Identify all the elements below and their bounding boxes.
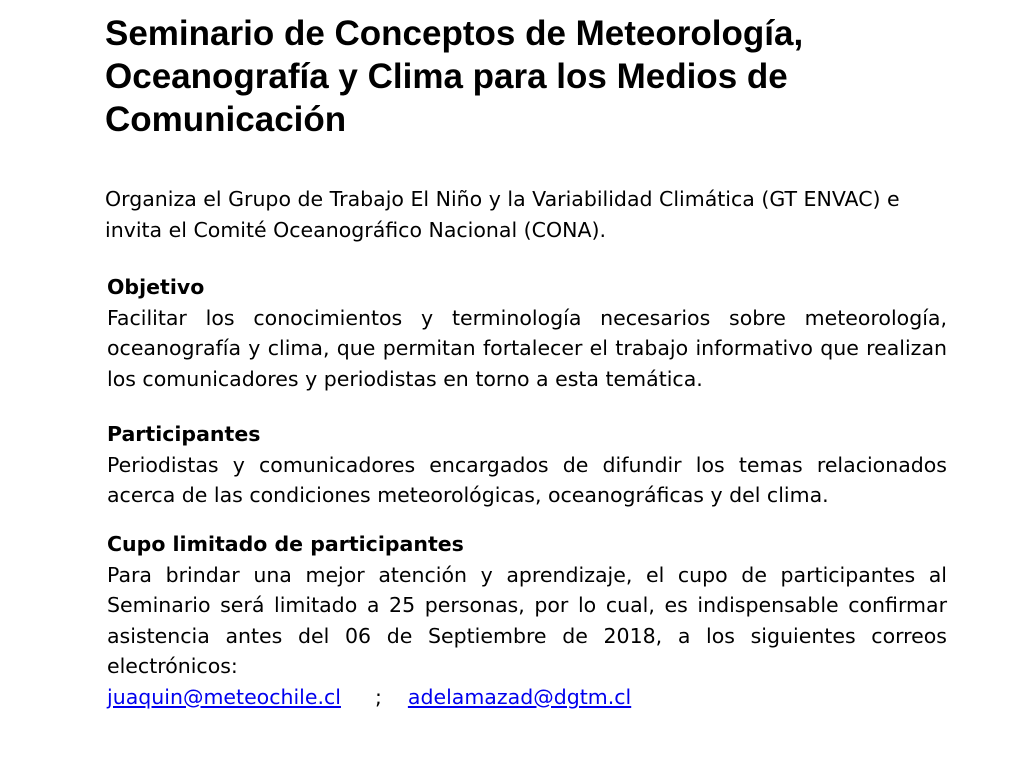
participantes-section xyxy=(107,419,947,511)
objetivo-body: Facilitar los conocimientos y terminología necesarios sobre meteorología, oceanografía y clima, que permitan fortalecer el trabajo informativo que realizan los comunicadores y periodistas en torno a esta temática. xyxy=(107,305,947,391)
cupo-heading: Cupo limitado de participantes xyxy=(107,532,464,556)
email-separator: ; xyxy=(374,684,382,709)
email-list xyxy=(107,682,947,713)
objetivo-section xyxy=(107,272,947,394)
intro-paragraph: Organiza el Grupo de Trabajo El Niño y la Variabilidad Climática (GT ENVAC) e invita el Comité Oceanográfico Nacional (CONA). xyxy=(105,187,900,242)
cupo-section xyxy=(107,529,947,712)
email-link-dgtm[interactable]: adelamazad@dgtm.cl xyxy=(407,684,632,709)
page-title: Seminario de Conceptos de Meteorología, Oceanografía y Clima para los Medios de Comunicación xyxy=(105,14,804,139)
objetivo-heading: Objetivo xyxy=(107,275,205,299)
participantes-body: Periodistas y comunicadores encargados de difundir los temas relacionados acerca de las condiciones meteorológicas, oceanográficas y del clima. xyxy=(107,452,947,507)
cupo-body: Para brindar una mejor atención y aprendizaje, el cupo de participantes al Seminario será limitado a 25 personas, por lo cual, es indispensable confirmar asistencia antes del 06 de Septiembre de 2018, a los siguientes correos electrónicos: xyxy=(107,562,947,678)
participantes-heading: Participantes xyxy=(107,422,261,446)
email-link-meteochile[interactable]: juaquin@meteochile.cl xyxy=(107,684,341,709)
